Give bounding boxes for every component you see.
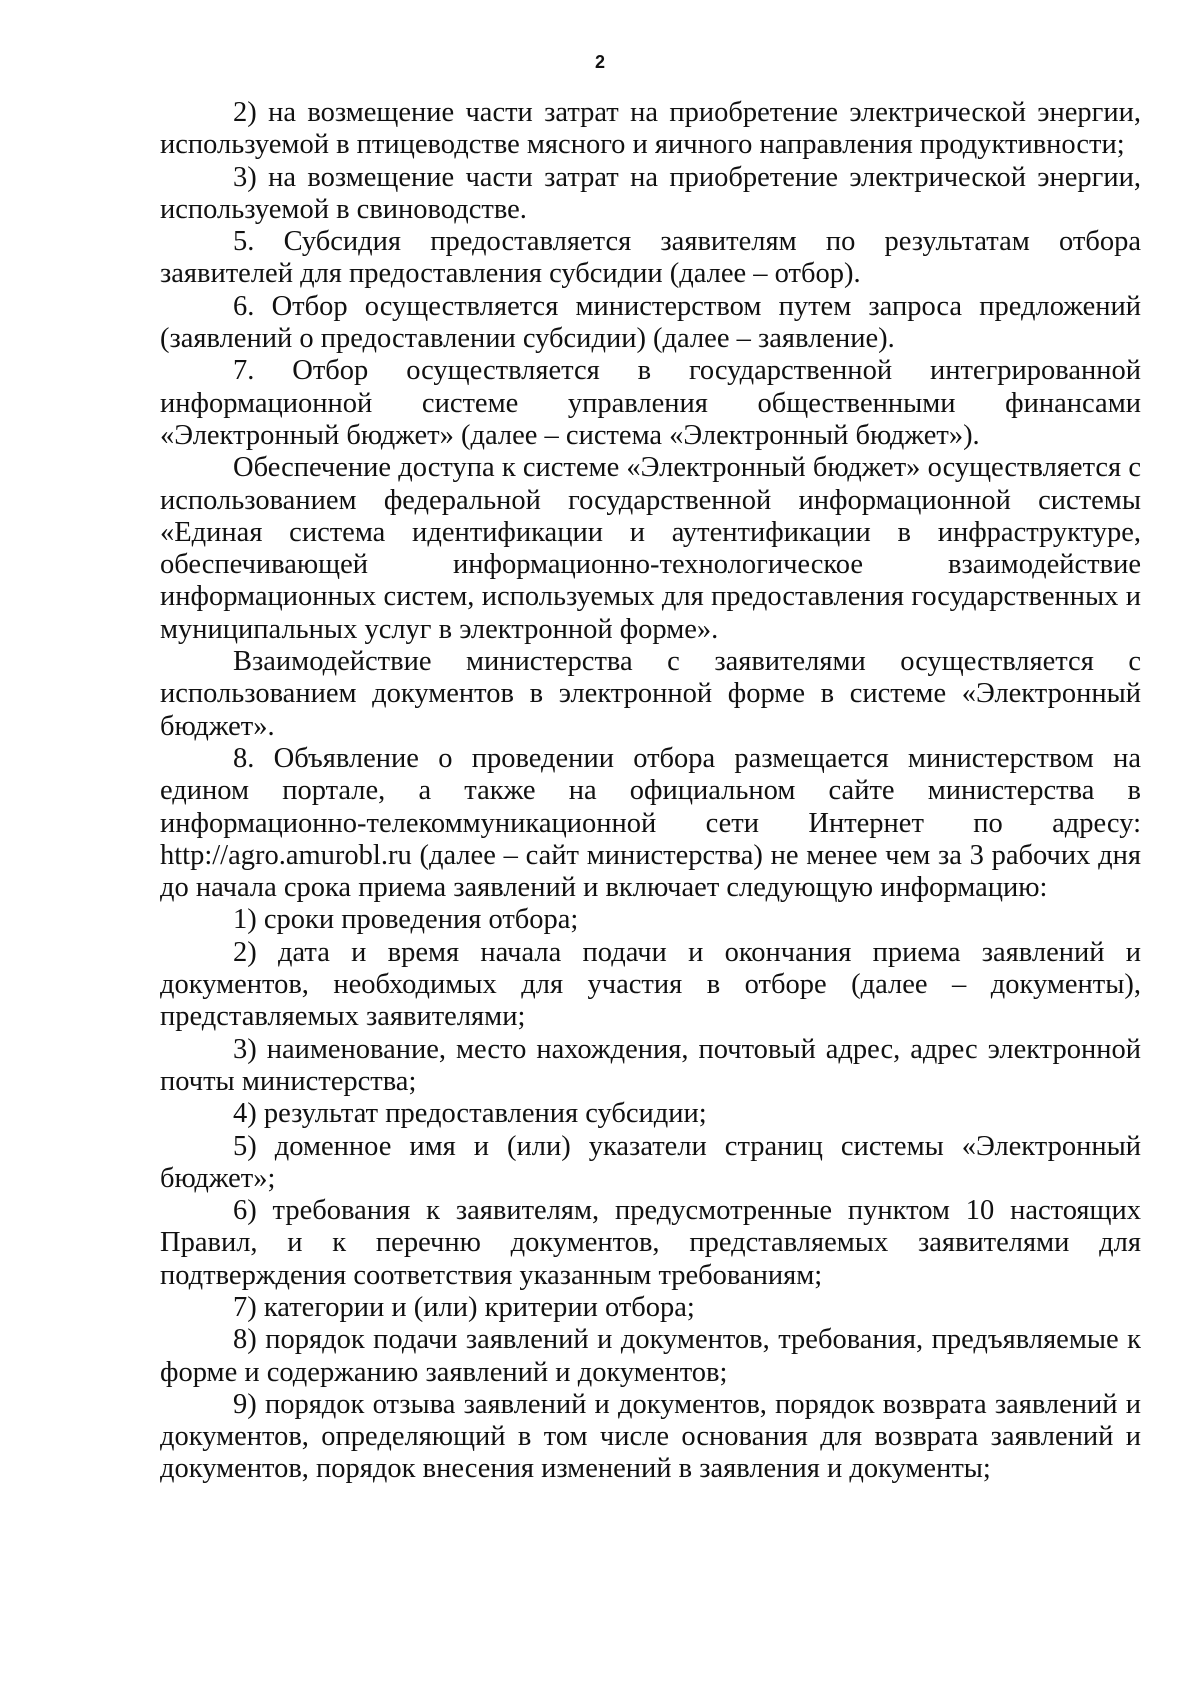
page-number: 2 — [594, 52, 605, 72]
list-item-6: 6) требования к заявителям, предусмотренные пунктом 10 настоящих Правил, и к перечню документов, представляемых заявителями для подтверждения соответствия указанным требованиям; — [160, 1195, 1141, 1291]
list-item-9: 9) порядок отзыва заявлений и документов, порядок возврата заявлений и документов, определяющий в том числе основания для возврата заявлений и документов, порядок внесения изменений в заявления и документы; — [160, 1388, 1141, 1485]
list-item-1: 1) сроки проведения отбора; — [233, 904, 579, 936]
list-item-7: 7) категории и (или) критерии отбора; — [233, 1291, 695, 1323]
list-item-5: 5) доменное имя и (или) указатели страниц системы «Электронный бюджет»; — [160, 1130, 1141, 1194]
paragraph-access: Обеспечение доступа к системе «Электронный бюджет» осуществляется с использованием федеральной государственной информационной системы «Единая система идентификации и аутентификации в инфраструктуре, обеспечивающей информационно-технологическое взаимодействие информационных систем, используемых для предоставления государственных и муниципальных услуг в электронной форме». — [160, 452, 1141, 645]
list-item-4: 4) результат предоставления субсидии; — [233, 1098, 707, 1130]
paragraph-interaction: Взаимодействие министерства с заявителями осуществляется с использованием документов в электронной форме в системе «Электронный бюджет». — [160, 646, 1141, 742]
paragraph-point-8: 8. Объявление о проведении отбора размещается министерством на едином портале, а также на официальном сайте министерства в информационно-телекоммуникационной сети Интернет по адресу: http://agro.amurobl.ru (далее – сайт министерства) не менее чем за 3 рабочих дня до начала срока приема заявлений и включает следующую информацию: — [160, 742, 1141, 904]
paragraph-point-7: 7. Отбор осуществляется в государственной интегрированной информационной системе управления общественными финансами «Электронный бюджет» (далее – система «Электронный бюджет»). — [160, 355, 1141, 451]
list-item-3: 3) наименование, место нахождения, почтовый адрес, адрес электронной почты министерства; — [160, 1033, 1141, 1097]
document-body — [160, 97, 1141, 1486]
paragraph-point-6: 6. Отбор осуществляется министерством путем запроса предложений (заявлений о предоставлении субсидии) (далее – заявление). — [160, 290, 1141, 355]
paragraph-point-5: 5. Субсидия предоставляется заявителям по результатам отбора заявителей для предоставления субсидии (далее – отбор). — [160, 226, 1141, 290]
list-item-2: 2) дата и время начала подачи и окончания приема заявлений и документов, необходимых для участия в отборе (далее – документы), представляемых заявителями; — [160, 936, 1141, 1033]
paragraph-item-2: 2) на возмещение части затрат на приобретение электрической энергии, используемой в птицеводстве мясного и яичного направления продуктивности; — [160, 97, 1141, 161]
paragraph-item-3: 3) на возмещение части затрат на приобретение электрической энергии, используемой в свиноводстве. — [160, 161, 1141, 225]
list-item-8: 8) порядок подачи заявлений и документов, требования, предъявляемые к форме и содержанию заявлений и документов; — [160, 1324, 1141, 1388]
